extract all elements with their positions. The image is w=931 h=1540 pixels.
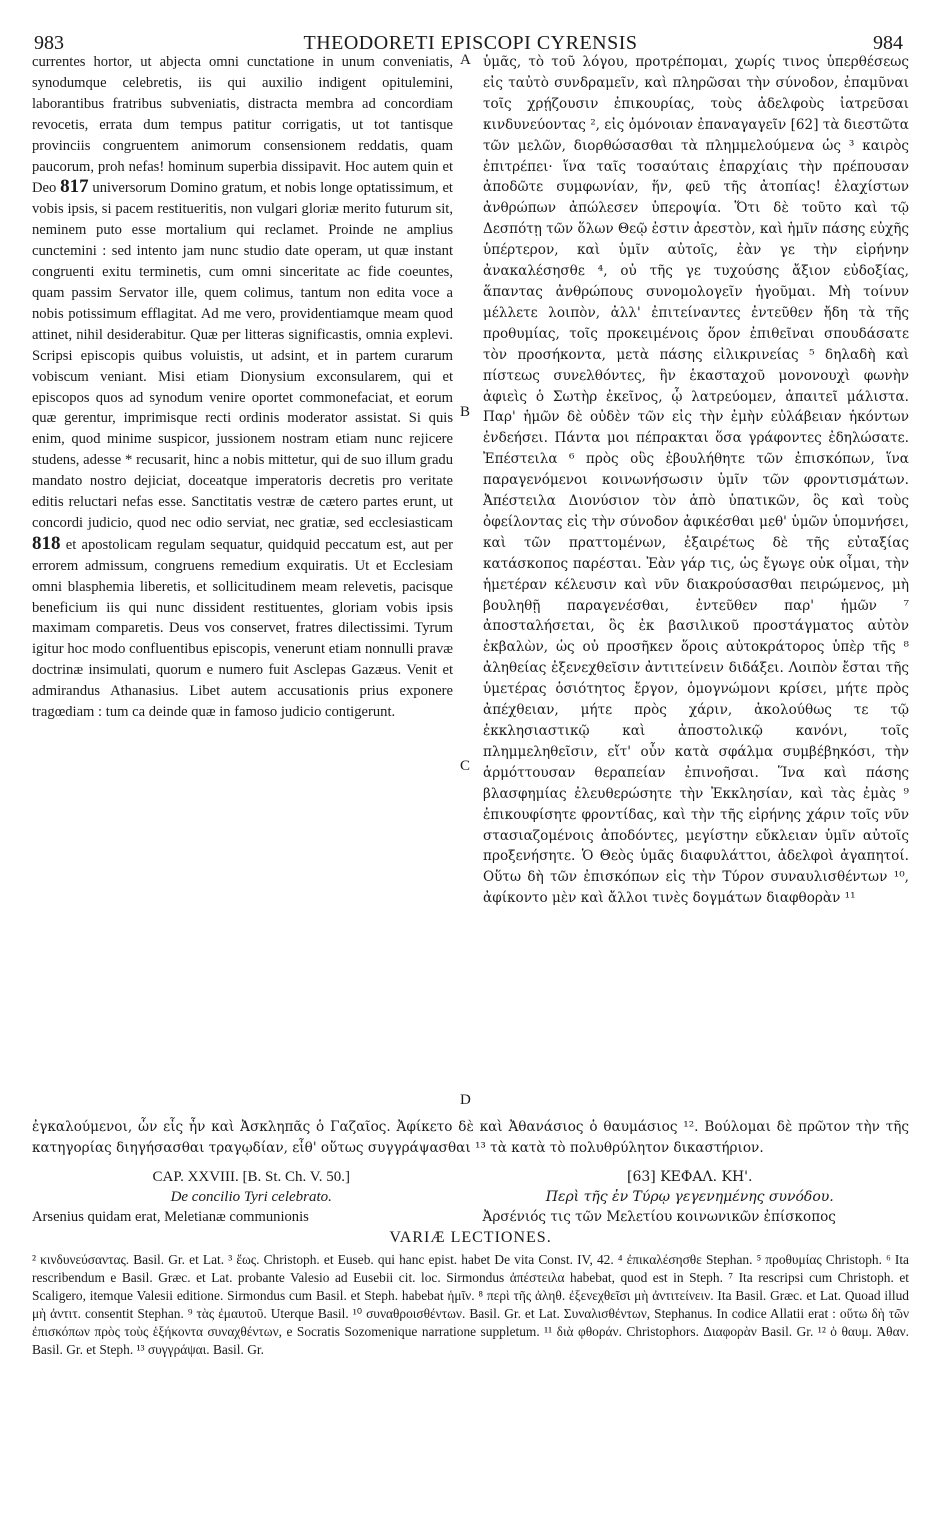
latin-column [32, 52, 467, 1115]
greek-chapter-title: Περὶ τῆς ἐν Τύρῳ γεγενημένης συνόδου. [545, 1189, 834, 1205]
chapter-start-line [32, 1207, 909, 1227]
greek-paragraph: ὑμᾶς, τὸ τοῦ λόγου, προτρέπομαι, χωρίς τινος ὑπερθέσεως εἰς ταὐτὸ συνδραμεῖν, καὶ πληρῶσαι τὴν σύνοδον, ἐπαμῦναι τοῖς χρῄζουσιν ἐπικουρίας, τοὺς ἀδελφοὺς ἰατρεῦσαι κινδυνεύοντας ², εἰς ὁμόνοιαν ἐπαναγαγεῖν [62] τὰ διεστῶτα τῶν μελῶν, διορθώσασθαι τὰ πλημμελούμενα ὡς ³ καιρὸς ἐπιτρέπει· ἵνα ταῖς τοσαύταις ἐπαρχίαις τὴν πρέπουσαν ἀποδῶτε συμφωνίαν, ἥν, φεῦ τῆς ἀτοπίας! ἐλαχίστων ἀνθρώπων ἀπώλεσεν ὑπεροψία. Ὅτι δὲ τοῦτο καὶ τῷ Δεσπότῃ τῶν ὅλων Θεῷ ἐστιν ἀρεστὸν, καὶ ἡμῖν πάσης εὐχῆς ὑπέρτερον, καὶ ὑμῖν αὐτοῖς, ἐὰν γε τὴν εἰρήνην ἀνακαλέσησθε ⁴, οὐ τῆς γε τυχούσης ἄξιον εὐδοξίας, ἅπαντας ἀνθρώπους συνομολογεῖν ἡγοῦμαι. Μὴ τοίνυν μέλλετε λοιπὸν, ἀλλ' ἐπιτείναντες ἐντεῦθεν ἤδη τὰ τῆς προθυμίας, τοῖς προκειμένοις ὅρον ἐπιθεῖναι σπουδάσατε τὸν προσήκοντα, μετὰ πάσης εἰλικρινείας ⁵ δηλαδὴ καὶ πίστεως συνελθόντες, ἣν ἑκασταχοῦ μονονουχὶ φωνὴν ἀφιεὶς ὁ Σωτὴρ ἐκεῖνος, ᾧ λατρεύομεν, ἀπαιτεῖ μάλιστα. Παρ' ἡμῶν δὲ οὐδὲν τῶν εἰς τὴν ἐμὴν εὐλάβειαν ἡκόντων ἐνδεήσει. Πάντα μοι πέπρακται ὅσα γράφοντες ἐδηλώσατε. Ἐπέστειλα ⁶ πρὸς οὓς ἐβουλήθητε τῶν ἐπισκόπων, ἵνα παραγενόμενοι κοινωνήσωσιν ὑμῖν τῶν φροντισμάτων. Ἀπέστειλα Διονύσιον τὸν ἀπὸ ὑπατικῶν, ὃς καὶ τοὺς ὀφείλοντας εἰς τὴν σύνοδον ἀφικέσθαι μεθ' ὑμῶν ὑπομνήσει, καὶ τῶν πραττομένων, ἐξαιρέτως δὲ τῆς εὐταξίας κατάσκοπος παρέσται. Ἐὰν γάρ τις, ὡς ἔγωγε οὐκ οἶμαι, τὴν ἡμετέραν κέλευσιν καὶ νῦν διακρούσασθαι πειρώμενος, μὴ βουληθῇ παραγενέσθαι, ἐντεῦθεν παρ' ἡμῶν ⁷ ἀποσταλήσεται, ὃς ἐκ βασιλικοῦ προστάγματος αὐτὸν ἐκβαλὼν, ὡς οὐ προσῆκεν ὅροις αὐτοκράτορος ὑπὲρ τῆς ⁸ ἀληθείας ἐξενεχθεῖσιν ἀντιτείνειν διδάξει. Λοιπὸν ἔσται τῆς ὑμετέρας ὁσιότητος ἔργον, ὁμογνώμονι κρίσει, μήτε πρὸς ἀπέχθειαν, μήτε πρὸς χάριν, ἀκολούθως τε τῷ ἐκκλησιαστικῷ καὶ ἀποστολικῷ κανόνι, τοῖς πλημμεληθεῖσιν, εἴτ' οὖν κατὰ σφάλμα συμβέβηκόσι, τὴν ἁρμόττουσαν θεραπείαν ἐπινοῆσαι. Ἵνα καὶ πάσης βλασφημίας ἐλευθερώσητε τὴν Ἐκκλησίαν, καὶ τὰς ἐμὰς ⁹ ἐπικουφίσητε φροντίδας, καὶ τὴν τῆς εἰρήνης χάριν τοῖς νῦν στασιαζομένοις ἀποδόντες, μεγίστην εὔκλειαν ὑμῖν αὐτοῖς προξενήσητε. Ὁ Θεὸς ὑμᾶς διαφυλάττοι, ἀδελφοὶ ἀγαπητοί. Οὕτω δὴ τῶν ἐπισκόπων εἰς τὴν Τύρον συναυλισθέντων ¹⁰, ἀφίκοντο μὲν καὶ ἄλλοι τινὲς δογμάτων διαφθορὰν ¹¹ [483, 54, 909, 907]
variant-notes: ² κινδυνεύσαντας. Basil. Gr. et Lat. ³ ἕως. Christoph. et Euseb. qui hanc epist. habet De vita Const. IV, 42. ⁴ ἐπικαλέσησθε Stephan. ⁵ προθυμίας Christoph. ⁶ Ita rescribendum e Basil. Græc. et Lat. probante Valesio ad Eusebii cit. loc. Sirmondus ἀπέστειλα habebat, quod est in Steph. ⁷ Ita rescripsi cum Christoph. et Scaligero, itemque Valesii editione. Sirmondus cum Basil. et Steph. habebat ἡμῖν. ⁸ περὶ τῆς ἀληθ. ἐξενεχθεῖσι μὴ ἀντιτείνειν. Ita Basil. Græc. et Lat. Quoad illud μὴ ἀντιτ. consentit Stephan. ⁹ τὰς ἐμαυτοῦ. Uterque Basil. ¹⁰ συναθροισθέντων. Basil. Gr. et Lat. Συναλισθέντων, Stephanus. In codice Allatii erat : οὕτω δὴ τῶν ἐπισκόπων πρὸς τοὺς ἑξήκοντα συναχθέντων, e Socratis Sozomenique narratione suppletum. ¹¹ διὰ φθοράν. Christophors. Διαφορὰν Basil. Gr. ¹² ὁ θαυμ. Ἀθαν. Basil. Gr. et Steph. ¹³ συγγράψαι. Basil. Gr. [32, 1252, 909, 1357]
latin-chapter-start: Arsenius quidam erat, Meletianæ communionis [32, 1209, 309, 1225]
greek-column [467, 52, 909, 1115]
running-title: THEODORETI EPISCOPI CYRENSIS [303, 32, 638, 54]
variae-lectiones-heading: VARIÆ LECTIONES. [389, 1229, 552, 1246]
greek-full-width-text: ἐγκαλούμενοι, ὧν εἷς ἦν καὶ Ἀσκληπᾶς ὁ Γαζαῖος. Ἀφίκετο δὲ καὶ Ἀθανάσιος ὁ θαυμάσιος ¹². Βούλομαι δὲ πρῶτον τὴν τῆς κατηγορίας διηγήσασθαι τραγῳδίαν, εἶθ' οὕτως συγγράψασθαι ¹³ τὰ κατὰ τὸ πολυθρύλητον δικαστήριον. [32, 1119, 909, 1156]
margin-letter-c: C [460, 758, 471, 774]
greek-chapter-start: Ἀρσένιός τις τῶν Μελετίου κοινωνικῶν ἐπίσκοπος [482, 1209, 836, 1225]
margin-letter-d: D [460, 1092, 471, 1108]
latin-chapter-number: CAP. XXVIII. [B. St. Ch. V. 50.] [152, 1169, 350, 1185]
page-number-left: 983 [34, 32, 64, 54]
latin-text-3: et apostolicam regulam sequatur, quidquid peccatum est, aut per errorem admissum, congruens remedium exquiratis. Ut et Ecclesiam omni blasphemia liberetis, et sollicitudinem meam relevetis, pacisque beneficium iis qui nunc dissident restituentes, gloriam vobis ipsis maximam comparetis. Deus vos conservet, fratres dilectissimi. Tyrum igitur hoc modo confluentibus episcopis, venerunt etiam nonnulli pravæ doctrinæ insimulati, quorum e numero fuit Asclepas Gazæus. Venit et admirandus Athanasius. Libet autem accusationis prius exponere tragœdiam : tum ca deinde quæ in famoso judicio contigerunt. [32, 536, 454, 721]
edition-page-marker: 817 [60, 176, 89, 198]
margin-letters [460, 52, 480, 1115]
greek-chapter-heading [471, 1167, 910, 1207]
latin-text-1: currentes hortor, ut abjecta omni cunctatione in unum conveniatis, synodumque celebretis, iis qui auxilio indigent opitulemini, laborantibus fratribus subveniatis, distracta membra ad concordiam revocetis, errata dum tempus patitur corrigatis, ut tot tantisque provinciis congruentem animorum consensionem reddatis, quam paucorum, proh nefas! hominum superbia dissipavit. Hoc autem quin et Deo [32, 54, 454, 197]
latin-chapter-title: De concilio Tyri celebrato. [170, 1189, 332, 1205]
edition-page-marker: 818 [32, 532, 61, 554]
page-number-right: 984 [873, 32, 903, 54]
latin-text-2: universorum Domino gratum, et nobis longe optatissimum, et vobis ipsis, si pacem restitueritis, non vulgari gloriæ merito futurum sit, neminem puto esse mortalium qui reclamet. Proinde ne amplius cunctemini : sed intento jam nunc studio date operam, ut quæ instant congruenti exitu terminetis, cum omni sinceritate ac fide coeuntes, quam passim Servator ille, quem colimus, tantum non edita voce a nobis potissimum efflagitat. Ad me vero, providentiamque meam quod attinet, nihil desiderabitur. Quæ per litteras significastis, omnia explevi. Scripsi episcopis quibus voluistis, ut adsint, et in partem curarum vobiscum veniant. Misi etiam Dionysium exconsularem, qui et episcopos quos ad synodum venire oportet commonefaciat, et eorum quæ gerentur, imprimisque recti ordinis moderator assistat. Si quis enim, quod minime suspicor, jussionem nostram etiam nunc rejicere studens, adesse * recusarit, hinc a nobis mittetur, qui de suo illum gradu mandato nostro dejiciat, doceatque imperatoris decretis pro veritate editis reluctari nefas esse. Sanctitatis vestræ de cætero partes erunt, ut concordi judicio, quod nec odio serviat, nec gratiæ, sed ecclesiasticam [32, 180, 454, 531]
greek-chapter-number: [63] ΚΕΦΑΛ. ΚΗ'. [627, 1169, 753, 1185]
latin-chapter-heading [32, 1167, 471, 1207]
margin-letter-b: B [460, 404, 471, 420]
chapter-heading [32, 1167, 909, 1207]
two-column-body [32, 52, 909, 1115]
latin-paragraph [32, 52, 453, 723]
margin-letter-a: A [460, 52, 471, 68]
page-header [32, 0, 909, 52]
